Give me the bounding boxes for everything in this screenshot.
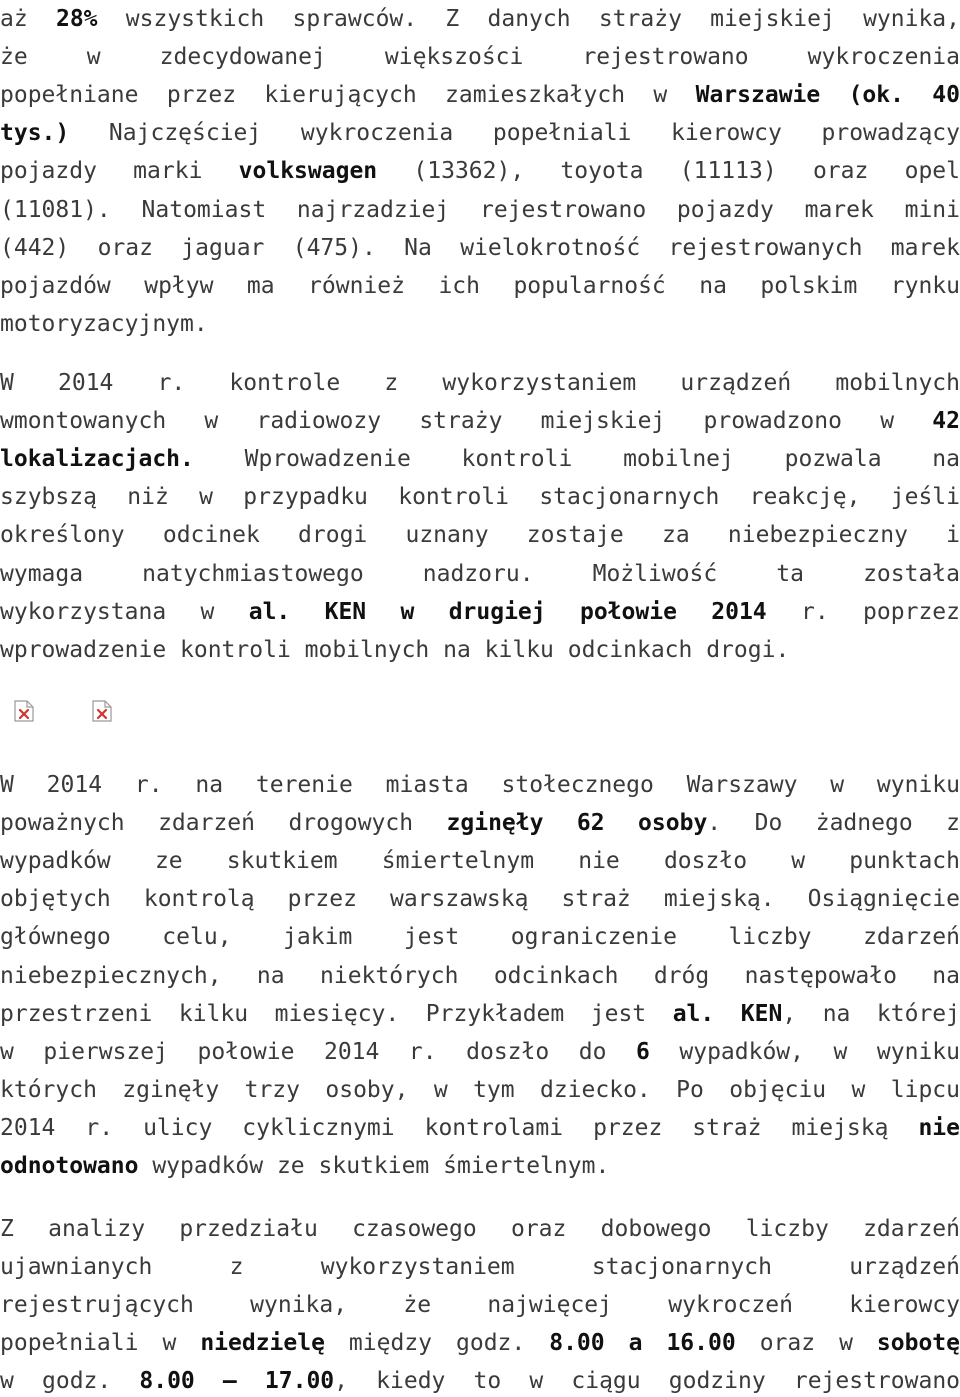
text: oraz w	[735, 1330, 877, 1357]
bold-text: sobotę	[876, 1330, 960, 1357]
text: wmontowanych w radiowozy straży miejskiej prowadzono w	[0, 408, 933, 435]
bold-text: tys.)	[0, 120, 70, 147]
text: (11081). Natomiast najrzadziej rejestrowano pojazdy marek mini	[0, 196, 960, 223]
text: pojazdów wpływ ma również ich popularność na polskim rynku	[0, 272, 960, 299]
text-line	[0, 957, 960, 995]
text: wymaga natychmiastowego nadzoru. Możliwość ta została	[0, 560, 960, 587]
bold-text: 8.00 a 16.00	[549, 1330, 736, 1357]
text-line	[0, 880, 960, 918]
text-line	[0, 1109, 960, 1147]
bold-text: al. KEN	[672, 1000, 783, 1027]
text: przestrzeni kilku miesięcy. Przykładem jest	[0, 1000, 673, 1027]
text: aż	[0, 6, 56, 32]
text-line	[0, 516, 960, 554]
text-line	[0, 1324, 960, 1362]
text: między godz.	[324, 1330, 550, 1357]
text: których zginęły trzy osoby, w tym dziecko. Po objęciu w lipcu	[0, 1076, 960, 1103]
bold-text: odnotowano	[0, 1153, 139, 1179]
text-line	[0, 842, 960, 880]
text: określony odcinek drogi uznany zostaje za niebezpieczny i	[0, 522, 960, 549]
bold-text: 8.00 – 17.00	[139, 1368, 335, 1395]
text: (442) oraz jaguar (475). Na wielokrotność rejestrowanych marek	[0, 234, 960, 261]
text: pojazdy marki	[0, 158, 239, 185]
text: rejestrujących wynika, że najwięcej wykroczeń kierowcy	[0, 1292, 960, 1319]
text: Wprowadzenie kontroli mobilnej pozwala na	[193, 446, 960, 473]
broken-image-icon	[14, 700, 34, 722]
text-line	[0, 766, 960, 804]
text: (13362), toyota (11113) oraz opel	[377, 158, 960, 185]
text: szybszą niż w przypadku kontroli stacjonarnych reakcję, jeśli	[0, 484, 960, 511]
text-line	[0, 1286, 960, 1324]
text: wprowadzenie kontroli mobilnych na kilku odcinkach drogi.	[0, 636, 790, 663]
text: W 2014 r. kontrole z wykorzystaniem urządzeń mobilnych	[0, 370, 960, 396]
bold-text: volkswagen	[238, 158, 378, 185]
text: W 2014 r. na terenie miasta stołecznego Warszawy w wyniku	[0, 772, 960, 798]
text-line	[0, 229, 960, 267]
text-line	[0, 593, 960, 631]
text: popełniali w	[0, 1330, 201, 1357]
text-line	[0, 1210, 960, 1248]
text: Z analizy przedziału czasowego oraz dobowego liczby zdarzeń	[0, 1216, 960, 1242]
text-line	[0, 402, 960, 440]
text: . Do żadnego z	[707, 810, 960, 837]
bold-text: nie	[918, 1114, 960, 1141]
text: objętych kontrolą przez warszawską straż miejską. Osiągnięcie	[0, 886, 960, 913]
bold-text: 6	[635, 1038, 650, 1065]
text-line	[0, 267, 960, 305]
text: r. poprzez	[766, 598, 960, 625]
text-line	[0, 364, 960, 402]
text-line	[0, 38, 960, 76]
text: głównego celu, jakim jest ograniczenie liczby zdarzeń	[0, 924, 960, 951]
text-line	[0, 1147, 960, 1185]
text: motoryzacyjnym.	[0, 310, 208, 337]
bold-text: lokalizacjach.	[0, 446, 194, 473]
text: wypadków, w wyniku	[649, 1038, 960, 1065]
bold-text: 28%	[55, 6, 98, 32]
text: , na której	[782, 1000, 960, 1027]
text: niebezpiecznych, na niektórych odcinkach dróg następowało na	[0, 962, 960, 989]
text: wszystkich sprawców. Z danych straży miejskiej wynika,	[97, 6, 960, 32]
text-line	[0, 918, 960, 956]
text-line	[0, 440, 960, 478]
text-line	[0, 305, 960, 343]
text-line	[0, 995, 960, 1033]
text-line	[0, 152, 960, 190]
text: poważnych zdarzeń drogowych	[0, 810, 447, 837]
text: wypadków ze skutkiem śmiertelnym.	[138, 1153, 610, 1179]
text-line	[0, 1248, 960, 1286]
text: popełniane przez kierujących zamieszkałych w	[0, 82, 696, 109]
text-line	[0, 631, 960, 669]
text: , kiedy to w ciągu godziny rejestrowano	[334, 1368, 960, 1395]
text: Najczęściej wykroczenia popełniali kierowcy prowadzący	[69, 120, 960, 147]
text: wypadków ze skutkiem śmiertelnym nie doszło w punktach	[0, 848, 960, 875]
bold-text: zginęły 62 osoby	[446, 810, 708, 837]
bold-text: al. KEN w drugiej połowie 2014	[248, 598, 767, 625]
text-line	[0, 0, 960, 38]
text-line	[0, 114, 960, 152]
text-line	[0, 478, 960, 516]
broken-image-icon	[92, 700, 112, 722]
bold-text: niedzielę	[200, 1330, 325, 1357]
text-line	[0, 191, 960, 229]
bold-text: Warszawie (ok. 40	[695, 82, 960, 109]
bold-text: 42	[932, 408, 960, 435]
text: w pierwszej połowie 2014 r. doszło do	[0, 1038, 636, 1065]
text: ujawnianych z wykorzystaniem stacjonarnych urządzeń	[0, 1254, 960, 1281]
text: że w zdecydowanej większości rejestrowano wykroczenia	[0, 44, 960, 71]
text-line	[0, 1033, 960, 1071]
text-line	[0, 1362, 960, 1397]
text-line	[0, 76, 960, 114]
text-line	[0, 1071, 960, 1109]
text: 2014 r. ulicy cyklicznymi kontrolami przez straż miejską	[0, 1114, 919, 1141]
text: w godz.	[0, 1368, 140, 1395]
text-line	[0, 804, 960, 842]
text-line	[0, 555, 960, 593]
text: wykorzystana w	[0, 598, 249, 625]
